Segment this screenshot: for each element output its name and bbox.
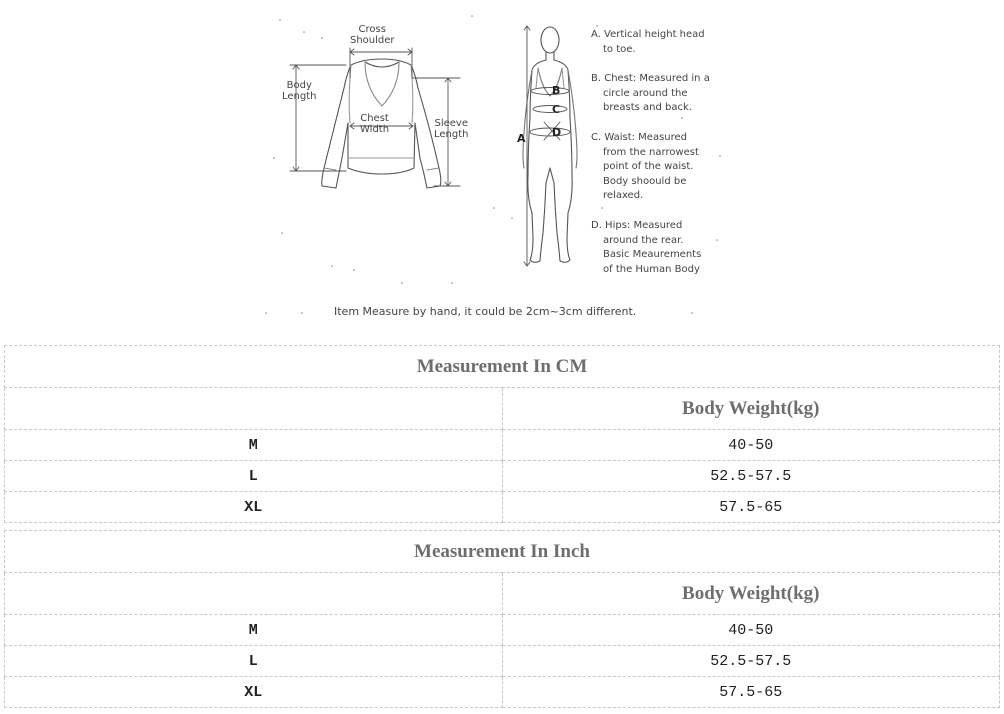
sleeve-length-label: Sleeve Length [434,118,469,140]
note-c: C. Waist: Measured from the narrowest point of the waist. Body shoould be relaxed. [591,132,699,202]
weight-cell: 52.5-57.5 [502,461,1000,492]
note-d: D. Hips: Measured around the rear. Basic Meaurements of the Human Body [591,220,702,275]
header-body-weight: Body Weight(kg) [502,573,1000,615]
size-table-inch [4,530,1000,708]
table-row [5,615,1000,646]
size-cell: M [5,615,503,646]
body-figure [523,27,577,262]
size-cell: L [5,461,503,492]
cross-shoulder-arrow [350,48,412,78]
table-row [5,430,1000,461]
weight-cell: 52.5-57.5 [502,646,1000,677]
measure-disclaimer: Item Measure by hand, it could be 2cm~3cm different. [334,305,637,318]
marker-a: A [517,132,526,145]
size-cell: XL [5,677,503,708]
note-a: A. Vertical height head to toe. [591,29,705,55]
size-table-cm [4,345,1000,523]
note-b: B. Chest: Measured in a circle around the breasts and back. [591,73,710,114]
weight-cell: 57.5-65 [502,677,1000,708]
marker-b: B [552,84,561,97]
size-cell: L [5,646,503,677]
table-row [5,461,1000,492]
cross-shoulder-label: Cross Shoulder [350,24,395,46]
size-guide-illustration [262,8,742,333]
weight-cell: 40-50 [502,615,1000,646]
size-cell: XL [5,492,503,523]
chest-width-label: Chest Width [360,113,390,135]
table-title: Measurement In Inch [5,531,1000,573]
table-title: Measurement In CM [5,346,1000,388]
header-size-cell [5,573,503,615]
weight-cell: 40-50 [502,430,1000,461]
table-row [5,646,1000,677]
header-body-weight: Body Weight(kg) [502,388,1000,430]
header-size-cell [5,388,503,430]
body-measure-lines [524,26,570,266]
weight-cell: 57.5-65 [502,492,1000,523]
table-row [5,677,1000,708]
body-length-label: Body Length [282,80,317,102]
size-cell: M [5,430,503,461]
table-row [5,492,1000,523]
marker-c: C [552,103,561,116]
marker-d: D [552,126,562,139]
